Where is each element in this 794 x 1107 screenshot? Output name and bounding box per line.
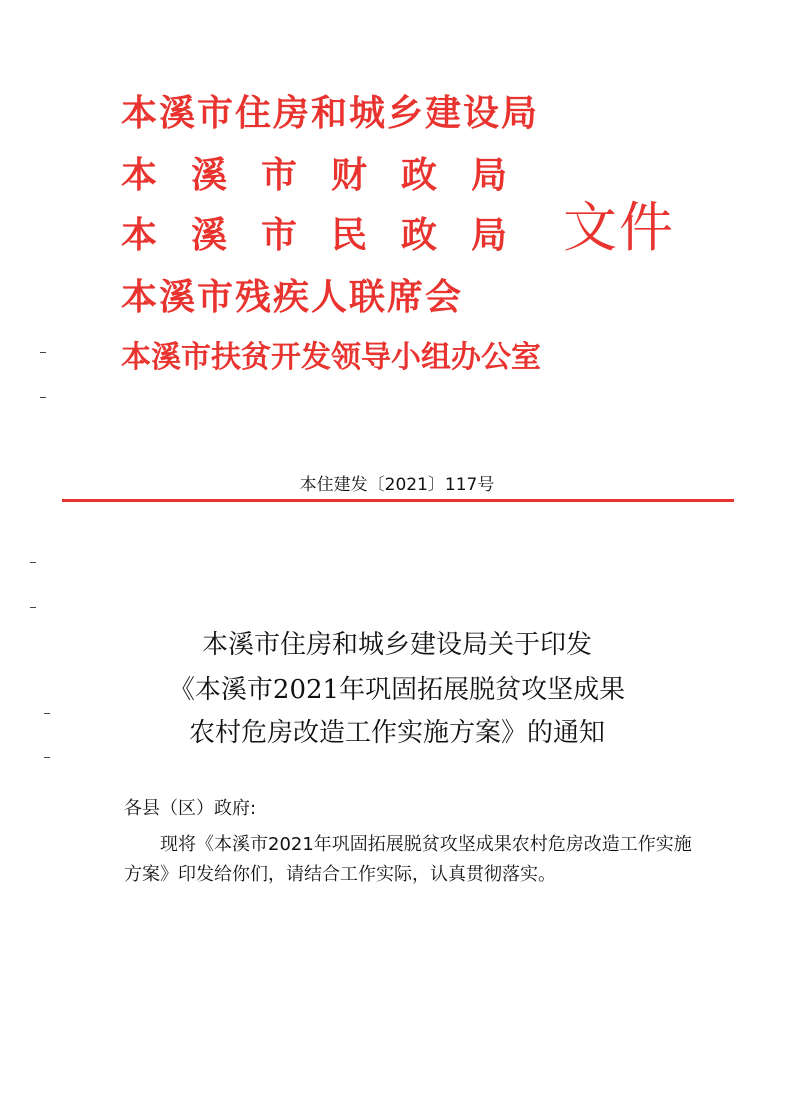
- issuer-housing-bureau: 本溪市住房和城乡建设局: [121, 93, 540, 134]
- document-label: 文件: [563, 196, 675, 259]
- body-paragraph: 现将《本溪市2021年巩固拓展脱贫攻坚成果农村危房改造工作实施方案》印发给你们，请结合工作实际，认真贯彻落实。: [124, 834, 692, 885]
- document-number: 本住建发〔2021〕117号: [299, 475, 495, 495]
- title-line-3: 农村危房改造工作实施方案》的通知: [188, 718, 605, 748]
- margin-mark: [44, 713, 50, 714]
- issuer-poverty-office: 本溪市扶贫开发领导小组办公室: [121, 340, 541, 375]
- issuer-finance-bureau: 本溪市财政局: [121, 155, 542, 196]
- title-line-2: 《本溪市2021年巩固拓展脱贫攻坚成果: [168, 675, 626, 705]
- margin-mark: [30, 607, 36, 608]
- margin-mark: [40, 352, 46, 353]
- salutation: 各县（区）政府:: [124, 798, 257, 819]
- margin-mark: [40, 397, 46, 398]
- margin-mark: [44, 757, 50, 758]
- issuer-civil-affairs-bureau: 本溪市民政局: [121, 215, 542, 256]
- issuer-disabled-federation: 本溪市残疾人联席会: [121, 277, 464, 318]
- margin-mark: [30, 562, 36, 563]
- title-line-1: 本溪市住房和城乡建设局关于印发: [201, 630, 592, 660]
- header-divider: [62, 499, 734, 502]
